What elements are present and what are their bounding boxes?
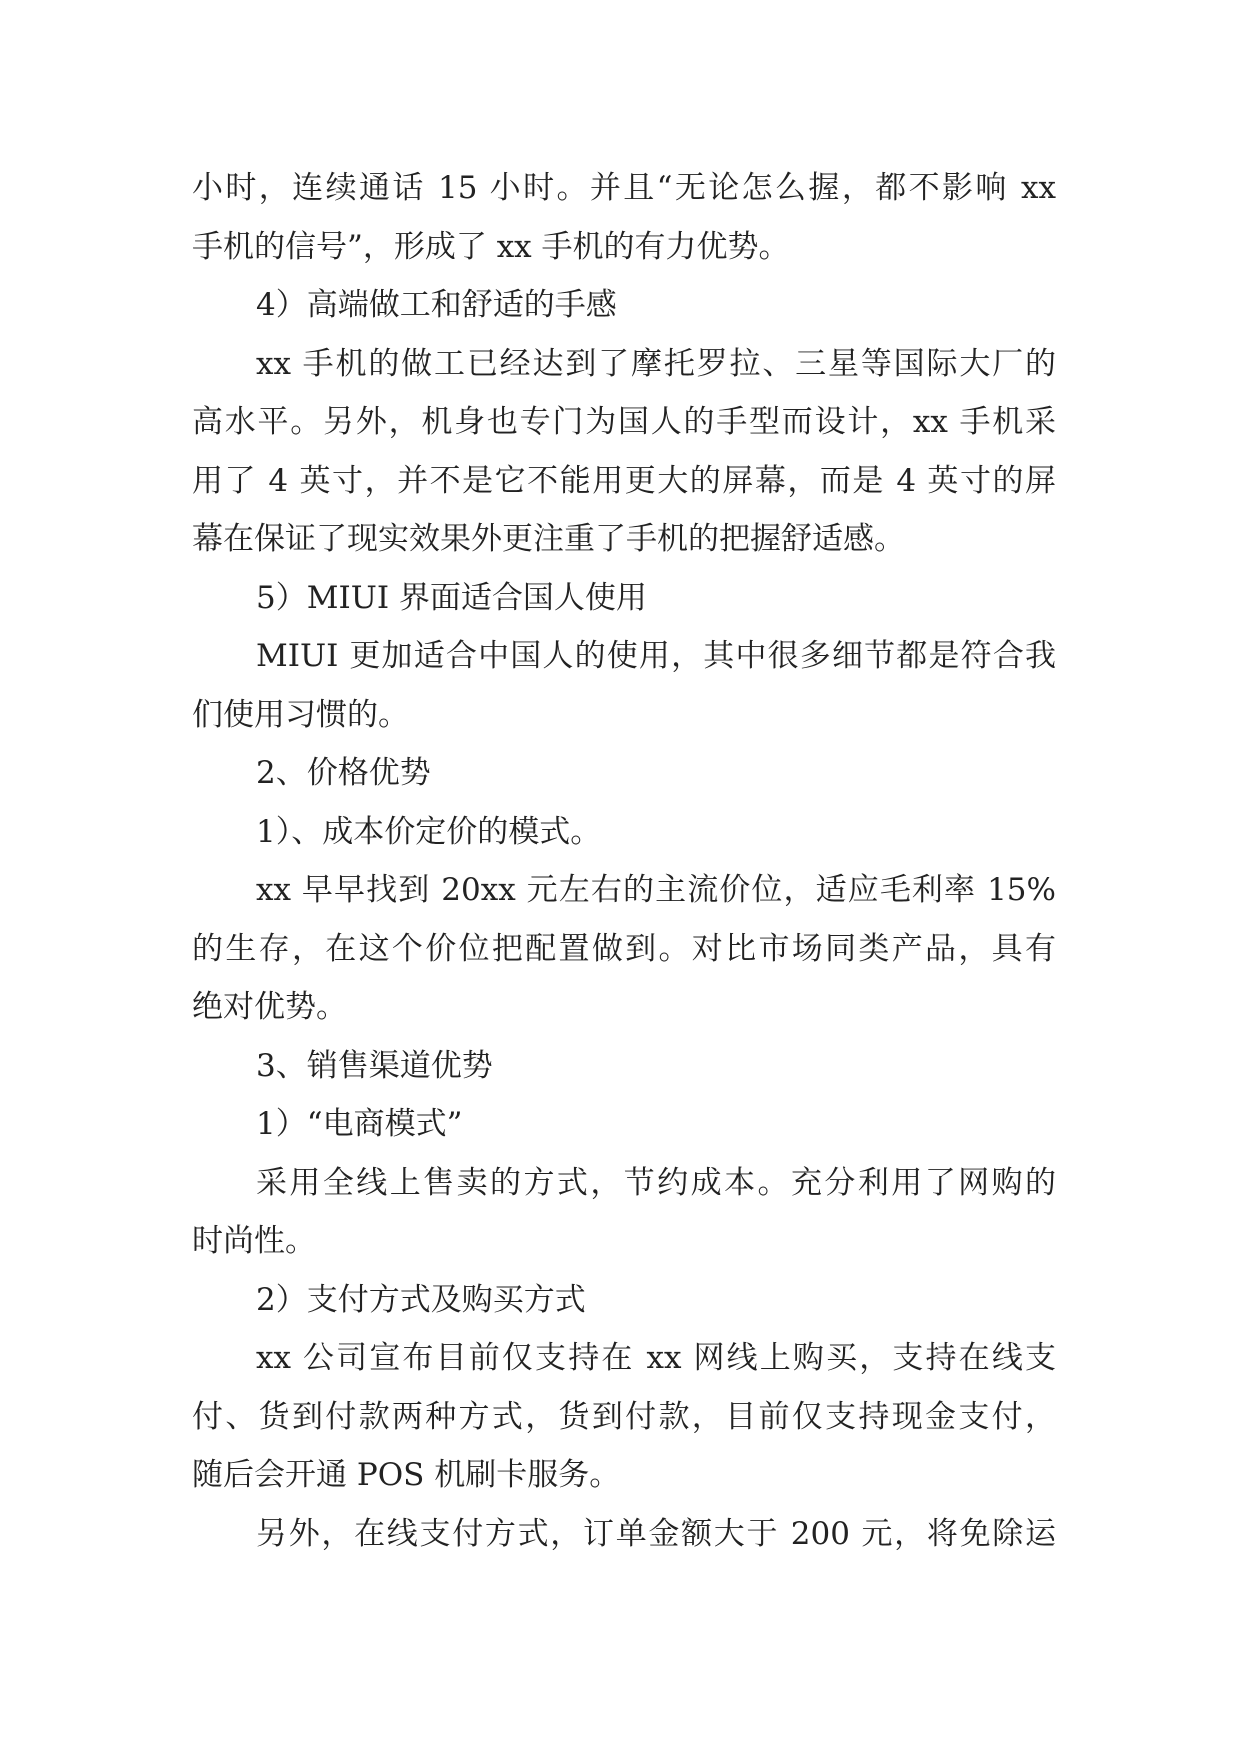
body-text-line: MIUI 更加适合中国人的使用，其中很多细节都是符合我 <box>256 638 1056 674</box>
body-text-line: xx 早早找到 20xx 元左右的主流价位，适应毛利率 15% <box>256 872 1056 908</box>
body-text-line: 采用全线上售卖的方式，节约成本。充分利用了网购的 <box>256 1165 1056 1201</box>
section-heading: 3、销售渠道优势 <box>256 1048 493 1084</box>
body-text-line: 幕在保证了现实效果外更注重了手机的把握舒适感。 <box>192 521 905 557</box>
section-heading: 1）、成本价定价的模式。 <box>256 814 602 850</box>
body-text-line: 手机的信号”，形成了 xx 手机的有力优势。 <box>192 229 790 265</box>
body-text-line: 绝对优势。 <box>192 989 347 1025</box>
body-text-line: xx 手机的做工已经达到了摩托罗拉、三星等国际大厂的 <box>256 346 1056 382</box>
body-text-line: 的生存，在这个价位把配置做到。对比市场同类产品，具有 <box>192 931 1056 967</box>
body-text-line: 时尚性。 <box>192 1223 316 1259</box>
section-heading: 4）高端做工和舒适的手感 <box>256 287 617 323</box>
body-text-line: xx 公司宣布目前仅支持在 xx 网线上购买，支持在线支 <box>256 1340 1056 1376</box>
body-text-line: 随后会开通 POS 机刷卡服务。 <box>192 1457 621 1493</box>
body-text-line: 另外，在线支付方式，订单金额大于 200 元，将免除运 <box>256 1516 1056 1552</box>
body-text-line: 用了 4 英寸，并不是它不能用更大的屏幕，而是 4 英寸的屏 <box>192 463 1056 499</box>
section-heading: 2）支付方式及购买方式 <box>256 1282 586 1318</box>
section-heading: 1）“电商模式” <box>256 1106 463 1142</box>
body-text-line: 付、货到付款两种方式，货到付款，目前仅支持现金支付， <box>192 1399 1056 1435</box>
body-text-line: 小时，连续通话 15 小时。并且“无论怎么握，都不影响 xx <box>192 170 1056 206</box>
body-text-line: 高水平。另外，机身也专门为国人的手型而设计，xx 手机采 <box>192 404 1056 440</box>
section-heading: 2、价格优势 <box>256 755 431 791</box>
section-heading: 5）MIUI 界面适合国人使用 <box>256 580 647 616</box>
body-text-line: 们使用习惯的。 <box>192 697 409 733</box>
